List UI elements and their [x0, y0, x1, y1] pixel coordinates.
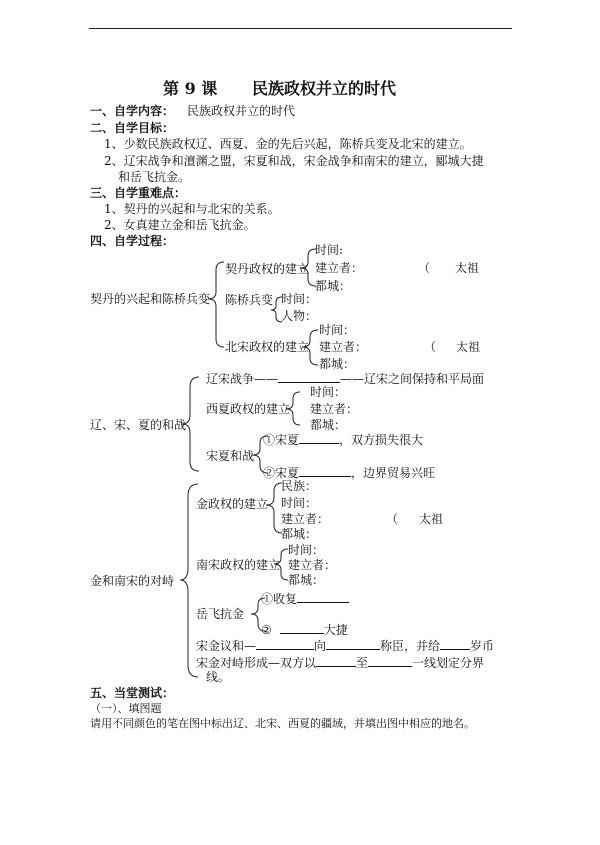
t1-a-khitan-founding: 契丹政权的建立 — [225, 262, 310, 276]
t3-a-paren: （ — [386, 512, 399, 526]
t2-b-western-xia-founding: 西夏政权的建立 — [206, 402, 291, 416]
t2-c2: ②宋夏 ，边界贸易兴旺 — [263, 466, 436, 480]
goal-2: 2、辽宋战争和澶渊之盟，宋夏和战，宋金战争和南宋的建立，郾城大捷 — [104, 154, 484, 168]
t3-d1-blank-3[interactable] — [440, 638, 470, 650]
key-point-1: 1、契丹的兴起和与北宋的关系。 — [104, 202, 280, 216]
lesson-number: 第 9 课 — [163, 79, 218, 98]
brace-t1-main — [208, 262, 224, 347]
t3-b-southern-song-founding: 南宋政权的建立 — [196, 558, 281, 572]
t1-c-paren: （ — [424, 340, 437, 354]
t3-c1: ①收复 — [261, 591, 349, 606]
t1-c-founder: 建立者： — [319, 340, 368, 354]
section-4-label: 四、自学过程： — [90, 234, 175, 248]
t3-a-ethnic: 民族： — [281, 479, 318, 493]
t2-c1: ①宋夏 ，双方损失很大 — [263, 433, 424, 447]
section-5-instructions: 请用不同颜色的笔在图中标出辽、北宋、西夏的疆域，并填出图中相应的地名。 — [90, 717, 475, 730]
t1-a-founder: 建立者： — [315, 261, 364, 275]
t2-root: 辽、宋、夏的和战 — [90, 418, 187, 432]
t1-a-time: 时间: — [315, 243, 344, 257]
t3-a-founder: 建立者： — [281, 512, 330, 526]
section-1-label: 一、自学内容： — [90, 104, 175, 118]
t3-d3: 线。 — [206, 670, 231, 684]
t3-a-emperor: 太祖 — [419, 512, 444, 526]
t3-b-time: 时间： — [288, 543, 325, 557]
t3-b-founder: 建立者： — [288, 558, 337, 572]
t2-b-capital: 都城： — [310, 418, 347, 432]
t3-d1-peace-treaty: 宋金议和— 向 称臣，并给 岁币 — [196, 639, 495, 653]
t1-root: 契丹的兴起和陈桥兵变 — [90, 292, 211, 306]
section-5-label: 五、当堂测试： — [90, 686, 175, 700]
brace-t3-a — [266, 483, 282, 533]
t2-c2-blank[interactable] — [299, 465, 351, 477]
key-point-2: 2、女真建立金和岳飞抗金。 — [104, 218, 256, 232]
t2-a-liao-song-war: 辽宋战争—— ——辽宋之间保持和平局面 — [206, 372, 485, 386]
t3-root: 金和南宋的对峙 — [90, 574, 175, 588]
t1-b-time: 时间： — [281, 292, 318, 306]
section-3-label: 三、自学重难点： — [90, 186, 187, 200]
t3-c-yue-fei-resists-jin: 岳飞抗金 — [196, 607, 245, 621]
t3-a-jin-founding: 金政权的建立 — [196, 497, 269, 511]
t1-a-emperor: 太祖 — [455, 261, 480, 275]
t3-c1-blank[interactable] — [297, 591, 349, 603]
section-5-sub: （一）、填图题 — [90, 702, 162, 715]
t3-d2-blank-1[interactable] — [316, 655, 356, 667]
t1-b-chenqiao-mutiny: 陈桥兵变 — [225, 293, 274, 307]
t3-d1-blank-2[interactable] — [326, 638, 380, 650]
t3-a-time: 时间： — [281, 496, 318, 510]
t3-d1-blank-1[interactable] — [256, 638, 314, 650]
t1-a-capital: 都城： — [315, 279, 352, 293]
t3-c2: ② 大捷 — [261, 623, 348, 637]
t2-b-founder: 建立者： — [310, 402, 359, 416]
section-2-label: 二、自学目标： — [90, 121, 175, 135]
section-1-content: 民族政权并立的时代 — [187, 104, 296, 118]
goal-1: 1、少数民族政权辽、西夏、金的先后兴起，陈桥兵变及北宋的建立。 — [104, 137, 472, 151]
t2-c-song-xia-war-peace: 宋夏和战 — [206, 449, 255, 463]
t3-a-capital: 都城： — [281, 527, 318, 541]
t3-b-capital: 都城： — [288, 573, 325, 587]
t1-a-paren: （ — [418, 261, 431, 275]
t3-d2-blank-2[interactable] — [368, 655, 412, 667]
t3-d2-confrontation: 宋金对峙形成—双方以 至 一线划定分界 — [196, 656, 485, 670]
page-title: 民族政权并立的时代 — [252, 79, 397, 98]
t1-c-time: 时间： — [319, 323, 356, 337]
t2-c1-blank[interactable] — [299, 432, 339, 444]
t1-c-emperor: 太祖 — [456, 340, 481, 354]
t2-a-blank[interactable] — [278, 371, 340, 383]
t1-b-person: 人物： — [281, 309, 318, 323]
goal-2-continued: 和岳飞抗金。 — [118, 170, 191, 184]
t1-c-capital: 都城： — [319, 357, 356, 371]
t3-c2-blank[interactable] — [280, 622, 324, 634]
t1-c-northern-song-founding: 北宋政权的建立 — [225, 340, 310, 354]
t2-b-time: 时间： — [310, 385, 347, 399]
